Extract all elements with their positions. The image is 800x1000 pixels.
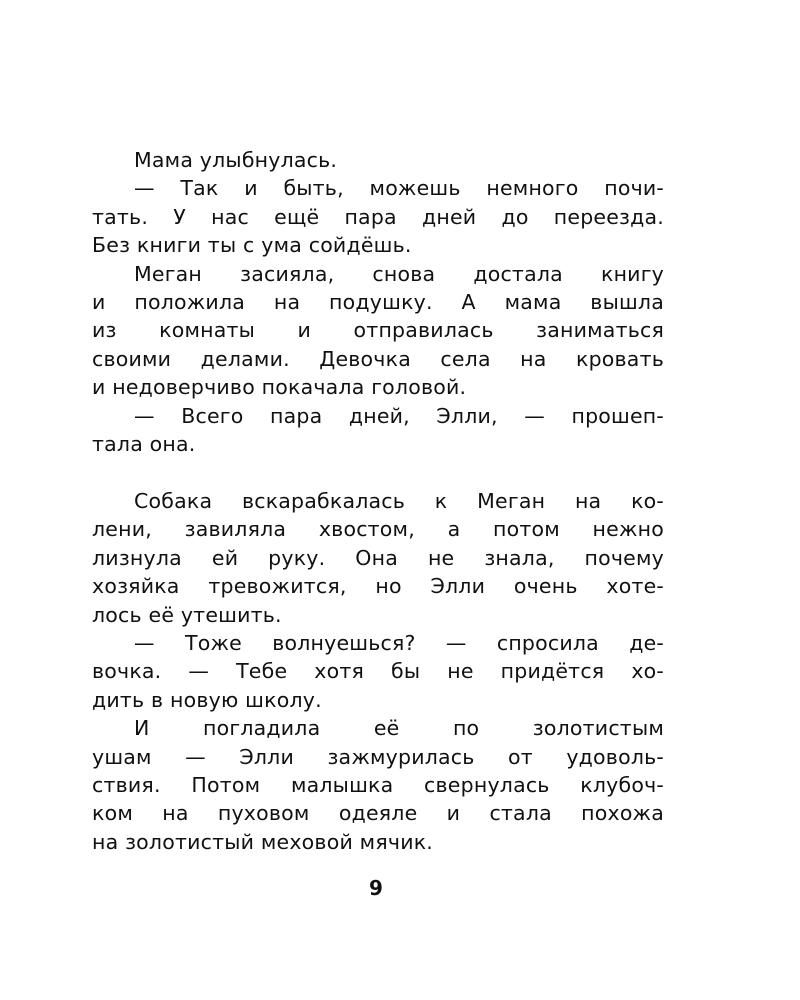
text-section-2 (92, 487, 664, 856)
text-line: дить в новую школу. (92, 687, 322, 712)
text-line: и недоверчиво покачала головой. (92, 375, 467, 400)
text-line: ком на пуховом одеяле и стала похожа (92, 801, 664, 826)
text-line: ушам — Элли зажмурилась от удоволь- (92, 744, 664, 769)
text-line: — Тоже волнуешься? — спросила де- (134, 630, 664, 655)
text-line: на золотистый меховой мячик. (92, 829, 434, 854)
text-line: тать. У нас ещё пара дней до переезда. (92, 204, 664, 229)
text-line: из комнаты и отправилась заниматься (92, 318, 664, 343)
text-line: хозяйка тревожится, но Элли очень хоте- (92, 574, 664, 599)
text-line: и положила на подушку. А мама вышла (92, 289, 664, 314)
text-line: вочка. — Тебе хотя бы не придётся хо- (92, 659, 664, 684)
text-line: ствия. Потом малышка свернулась клубоч- (92, 772, 664, 797)
text-line: лизнула ей руку. Она не знала, почему (92, 545, 664, 570)
text-line: Меган засияла, снова достала книгу (134, 261, 664, 286)
text-line: Без книги ты с ума сойдёшь. (92, 233, 412, 258)
text-line: лось её утешить. (92, 602, 282, 627)
text-line: — Так и быть, можешь немного почи- (134, 176, 664, 201)
text-section-1 (92, 146, 664, 458)
text-line: — Всего пара дней, Элли, — прошеп- (134, 403, 664, 428)
text-line: Собака вскарабкалась к Меган на ко- (134, 489, 664, 513)
text-line: своими делами. Девочка села на кровать (92, 346, 664, 371)
text-line: И погладила её по золотистым (134, 716, 664, 741)
text-line: тала она. (92, 431, 196, 456)
text-line: лени, завиляла хвостом, а потом нежно (92, 517, 664, 542)
text-line: Мама улыбнулась. (134, 148, 338, 172)
page-number: 9 (369, 876, 383, 900)
